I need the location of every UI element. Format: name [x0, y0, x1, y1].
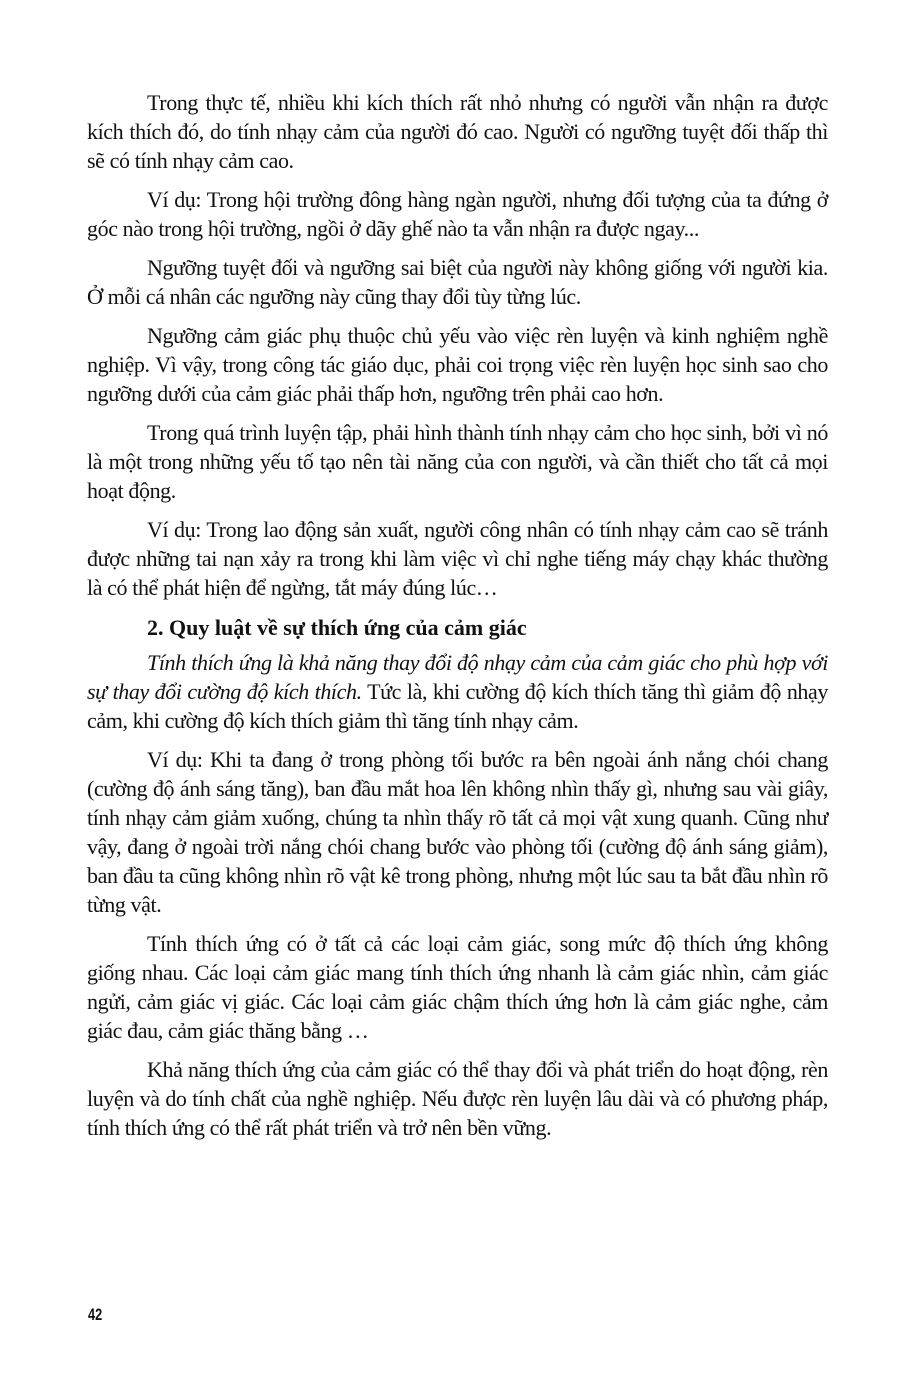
paragraph-training: Ngưỡng cảm giác phụ thuộc chủ yếu vào việc rèn luyện và kinh nghiệm nghề nghiệp. Vì vậy, trong công tác giáo dục, phải coi trọng việc rèn luyện học sinh sao cho ngưỡng dưới của cảm giác phải thấp hơn, ngưỡng trên phải cao hơn.	[87, 323, 828, 406]
paragraph-practice: Trong quá trình luyện tập, phải hình thành tính nhạy cảm cho học sinh, bởi vì nó là một trong những yếu tố tạo nên tài năng của con người, và cần thiết cho tất cả mọi hoạt động.	[87, 420, 828, 503]
paragraph-example-worker: Ví dụ: Trong lao động sản xuất, người công nhân có tính nhạy cảm cao sẽ tránh được những tai nạn xảy ra trong khi làm việc vì chỉ nghe tiếng máy chạy khác thường là có thể phát hiện để ngừng, tắt máy đúng lúc…	[87, 517, 828, 600]
paragraph-example-hall: Ví dụ: Trong hội trường đông hàng ngàn người, nhưng đối tượng của ta đứng ở góc nào trong hội trường, ngồi ở dãy ghế nào ta vẫn nhận ra được ngay...	[87, 187, 828, 241]
paragraph-definition	[87, 648, 828, 735]
paragraph-adaptation-development: Khả năng thích ứng của cảm giác có thể thay đổi và phát triển do hoạt động, rèn luyện và do tính chất của nghề nghiệp. Nếu được rèn luyện lâu dài và có phương pháp, tính thích ứng có thể rất phát triển và trở nên bền vững.	[87, 1057, 828, 1140]
page-number: 42	[88, 1305, 103, 1324]
definition-italic: Tính thích ứng là khả năng thay đổi độ nhạy cảm của cảm giác cho phù hợp với sự thay đổi cường độ kích thích.	[87, 650, 828, 704]
section-heading: 2. Quy luật về sự thích ứng của cảm giác	[147, 615, 527, 640]
paragraph-threshold-differences: Ngưỡng tuyệt đối và ngưỡng sai biệt của người này không giống với người kia. Ở mỗi cá nhân các ngưỡng này cũng thay đổi tùy từng lúc.	[87, 255, 828, 309]
paragraph-sensitivity-threshold: Trong thực tế, nhiều khi kích thích rất nhỏ nhưng có người vẫn nhận ra được kích thích đó, do tính nhạy cảm của người đó cao. Người có ngưỡng tuyệt đối thấp thì sẽ có tính nhạy cảm cao.	[87, 90, 828, 173]
paragraph-example-light: Ví dụ: Khi ta đang ở trong phòng tối bước ra bên ngoài ánh nắng chói chang (cường độ ánh sáng tăng), ban đầu mắt hoa lên không nhìn thấy gì, nhưng sau vài giây, tính nhạy cảm giảm xuống, chúng ta nhìn thấy rõ tất cả mọi vật xung quanh. Cũng như vậy, đang ở ngoài trời nắng chói chang bước vào phòng tối (cường độ ánh sáng giảm), ban đầu ta cũng không nhìn rõ vật kê trong phòng, nhưng một lúc sau ta bắt đầu nhìn rõ từng vật.	[87, 747, 828, 917]
paragraph-adaptation-types: Tính thích ứng có ở tất cả các loại cảm giác, song mức độ thích ứng không giống nhau. Các loại cảm giác mang tính thích ứng nhanh là cảm giác nhìn, cảm giác ngửi, cảm giác vị giác. Các loại cảm giác chậm thích ứng hơn là cảm giác nghe, cảm giác đau, cảm giác thăng bằng …	[87, 931, 828, 1043]
definition-rest: Tức là, khi cường độ kích thích tăng thì giảm độ nhạy cảm, khi cường độ kích thích giảm thì tăng tính nhạy cảm.	[87, 679, 828, 733]
page-body	[87, 88, 828, 1152]
